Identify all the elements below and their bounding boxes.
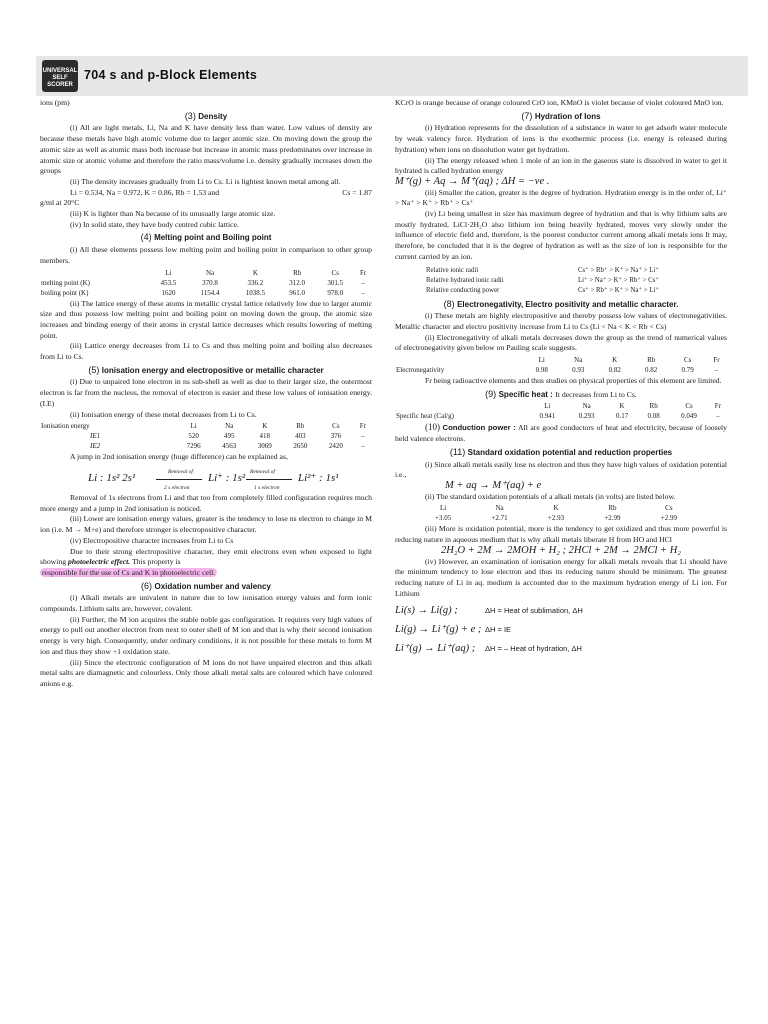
table-cell: Na: [225, 422, 234, 431]
section-number: (7): [521, 110, 533, 121]
table-cell: –: [361, 288, 365, 297]
table-row: [425, 266, 660, 276]
table-cell: 520: [188, 432, 199, 441]
oxidation-point-1: (i) Alkali metals are univalent in nature due to low ionisation energy values and form ionic compounds. Lithium salts are, however, covalent.: [40, 593, 372, 614]
table-cell: Cs: [332, 422, 340, 431]
oxidation-potential-point-2: (ii) The standard oxidation potentials of a alkali metals (in volts) are listed below.: [425, 491, 676, 501]
reaction-arrow-icon: [156, 479, 202, 480]
step-description: ΔH = IE: [485, 625, 512, 635]
table-cell: –: [361, 278, 365, 287]
electron-configuration-equation: [40, 465, 372, 491]
table-row: [40, 431, 372, 441]
table-cell: IE1: [90, 432, 101, 441]
photoelectric-effect-term: photoelectric effect.: [67, 557, 131, 567]
step-equation: Li(g) → Li⁺(g) + e ;: [395, 624, 482, 636]
step-description: ΔH = – Heat of hydration, ΔH: [485, 644, 582, 654]
section-title: Ionisation energy and electropositive or metallic character: [101, 365, 324, 375]
table-cell: 2420: [328, 442, 343, 451]
section-title: Electronegativity, Electro positivity and metallic character.: [457, 299, 679, 309]
highlight-mark: responsible for the use of Cs and K in photoelectric cell.: [42, 567, 216, 577]
page-header: [36, 56, 748, 96]
table-header-row: [395, 355, 727, 365]
section-oxidation-heading: [40, 581, 372, 593]
table-cell: Fr: [714, 402, 721, 411]
table-cell: Fr: [713, 356, 720, 365]
oxidation-point-2: (ii) Further, the M ion acquires the stable noble gas configuration. It requires very high values of energy to pull out another electron from next to outer shell of M ion and that is why their second ionisation energy is very high. Consequently, under ordinary conditions, it is not possible for these metals to form M ion and thus they show +1 oxidation state.: [40, 614, 372, 656]
table-row: [40, 288, 372, 298]
table-cell: 7296: [186, 442, 201, 451]
table-cell: Cs: [331, 268, 339, 277]
table-cell: Relative ionic radii: [426, 266, 479, 274]
table-cell: 312.0: [289, 278, 306, 287]
section-title: Oxidation number and valency: [154, 581, 271, 591]
section-melting-heading: [40, 232, 372, 244]
table-cell: 0.049: [681, 412, 697, 421]
density-values: [40, 188, 372, 199]
list-item: [395, 640, 727, 659]
table-header-row: [40, 268, 372, 278]
section-number: (8): [443, 298, 455, 309]
table-row: [40, 278, 372, 288]
oxidation-potential-point-1: (i) Since alkali metals easily lose ns electron and thus they have high values of oxidation potential i.e.,: [395, 459, 727, 480]
section-inline-text: It decreases from Li to Cs.: [555, 389, 637, 399]
melting-point-3: (iii) Lattice energy decreases from Li to Cs and thus melting point and boiling also decreases from Li to Cs.: [40, 341, 372, 362]
table-cell: Cs⁺ > Rb⁺ > K⁺ > Na⁺ > Li⁺: [578, 266, 659, 274]
table-cell: Na: [205, 268, 215, 277]
section-title: Standard oxidation potential and reduction properties: [467, 447, 673, 457]
lithium-steps: [395, 602, 727, 659]
list-item: [395, 602, 727, 621]
config-li: Li : 1s² 2s¹: [88, 471, 136, 484]
table-cell: K: [252, 268, 258, 277]
table-cell: Cs: [665, 504, 673, 513]
hydration-equation: M⁺(g) + Aq → M⁺(aq) ; ΔH = −ve .: [395, 175, 550, 187]
table-cell: 370.8: [202, 278, 218, 287]
table-cell: 1620: [161, 288, 176, 297]
table-cell: [40, 268, 149, 278]
table-cell: Na: [574, 356, 583, 365]
config-li-plus: Li⁺ : 1s²: [208, 471, 246, 484]
section-number: (3): [184, 110, 196, 121]
ionisation-table: [40, 421, 372, 451]
table-cell: 1154.4: [200, 288, 220, 297]
table-cell: Na: [495, 504, 504, 513]
table-cell: Relative conducting power: [426, 286, 500, 294]
section-title: Conduction power :: [442, 423, 516, 433]
table-cell: 1038.5: [245, 288, 265, 297]
table-cell: Rb: [647, 356, 656, 365]
table-cell: Li⁺ > Na⁺ > K⁺ > Rb⁺ > Cs⁺: [578, 276, 659, 284]
table-cell: IE2: [90, 442, 101, 451]
table-header-row: [415, 503, 697, 513]
table-row: [425, 276, 660, 286]
section-number: (9): [485, 388, 497, 399]
table-cell: +3.05: [435, 514, 452, 523]
table-header-row: [395, 401, 727, 411]
section-number: (5): [88, 364, 100, 375]
section-number: (4): [140, 232, 152, 243]
table-cell: boiling point (K): [41, 288, 89, 297]
electronegativity-point-1: (i) These metals are highly electropositive and thereby possess low values of electronegativities. Metallic character and electro positivity increase from Li to Cs (Li < Na < K < Rb < Cs): [395, 311, 727, 331]
table-cell: Rb: [649, 402, 658, 411]
table-cell: 0.293: [578, 412, 595, 421]
table-cell: [395, 401, 528, 411]
table-cell: Cs: [685, 402, 693, 411]
table-cell: 376: [330, 432, 342, 441]
table-cell: 0.82: [645, 366, 658, 375]
section-inline-text: All are good conductors of heat and electricity, because of loosely held valence electrons.: [395, 423, 728, 444]
photoelectric-text-a: Due to their strong electropositive character, they emit electrons even when exposed to light showing: [40, 546, 372, 567]
table-row: [425, 286, 660, 296]
table-row: [395, 411, 727, 421]
reaction-arrow-icon: [246, 479, 292, 480]
table-cell: K: [553, 504, 559, 513]
oxidation-potential-point-4: (iv) However, an examination of ionisation energy for alkali metals reveals that Li should have the minimum tendency to lose electron and thus its reducing nature should be minimum. The greatest reducing nature of Li in aq. medium is accounted due to the maximum hydration energy of Li ion. For Lithium: [395, 556, 727, 598]
section-ionisation-heading: [40, 365, 372, 377]
table-cell: Fr: [360, 268, 367, 277]
density-values-unit: g/ml at 20°C: [40, 198, 80, 208]
electronegativity-table: [395, 355, 727, 375]
table-cell: 418: [259, 432, 270, 441]
table-cell: Li: [165, 268, 172, 277]
arrow-label-bottom: 1 s electron: [254, 484, 280, 491]
hydration-point-4: (iv) Li being smallest in size has maximum degree of hydration and that is why lithium salts are mostly hydrated, LiCl·2H₂O also lithium ion being heavily hydrated, moves very slowly under the influence of electric field and, therefore, is the poorest conductor current among alkali metals ions It may, therefore, be concluded that it is the degree of hydration as well as the size of ion is responsible for the current carried by an ion.: [395, 209, 727, 261]
logo-line2: SELF SCORER: [47, 75, 73, 88]
table-cell: Li: [538, 356, 545, 365]
hydration-point-1: (i) Hydration represents for the dissolution of a substance in water to get adsorb water molecule by weak valency force. Hydration of ions is the exothermic process (i.e. energy is released during hydration) when ions on dissolution water get hydration.: [395, 123, 727, 154]
table-cell: 0.82: [608, 366, 621, 375]
table-cell: Li: [544, 402, 551, 411]
step-equation: Li(s) → Li(g) ;: [395, 605, 458, 617]
francium-note: Fr being radioactive elements and thus studies on physical properties of this element are limited.: [425, 376, 722, 386]
intro-text: ions (pm): [40, 98, 70, 107]
oxidation-point-3: (iii) Since the electronic configuration of M ions do not have unpaired electron and thus alkali metal salts are diamagnetic and colourless. Only those alkali metal salts are coloured which have coloured anions e.g.: [40, 657, 372, 688]
table-cell: 4563: [222, 442, 237, 451]
table-cell: Cs: [683, 356, 692, 365]
table-cell: Na: [582, 402, 591, 411]
section-hydration-heading: [395, 111, 727, 123]
section-title: Density: [198, 111, 228, 121]
table-cell: Fr: [359, 422, 366, 431]
specific-heat-table: [395, 401, 727, 421]
table-cell: 978.0: [327, 288, 344, 297]
table-cell: 301.5: [327, 278, 344, 287]
table-row: [415, 513, 697, 523]
table-header-row: [40, 421, 372, 431]
colour-anion-text: KCrO is orange because of orange coloured CrO ion, KMnO is violet because of violet coloured MnO ion.: [395, 98, 724, 107]
section-title: Melting point and Boiling point: [154, 233, 272, 243]
density-point-1: (i) All are light metals, Li, Na and K have density less than water. Low values of density are because these metals have high atomic volume due to larger atomic size. On moving down the group the atomic size as well as atomic mass both increase but increase in atomic mass predominates over increase in atomic size or atomic volume and therefore the ratio mass/volume i.e. density gradually increases down the groups: [40, 123, 372, 176]
electronegativity-point-2: (ii) Electronegativity of alkali metals decreases down the group as the trend of numerical values of electronegativity given below on Pauling scale suggests.: [395, 332, 727, 353]
density-values-b: Cs = 1.87: [342, 187, 372, 197]
section-title: Specific heat :: [498, 389, 553, 399]
table-cell: 0.17: [615, 412, 629, 421]
conduction-power-text: [395, 422, 727, 444]
page-title: 704 s and p-Block Elements: [84, 68, 258, 82]
table-cell: Cs⁺ > Rb⁺ > K⁺ > Na⁺ > Li⁺: [578, 286, 659, 294]
hydration-point-3: (iii) Smaller the cation, greater is the degree of hydration. Hydration energy is in the order of, Li⁺ > Na⁺ > K⁺ > Rb⁺ > Cs⁺: [395, 187, 727, 208]
table-cell: 961.0: [289, 288, 306, 297]
section-number: (10): [425, 422, 440, 433]
table-cell: +2.99: [660, 514, 677, 523]
table-row: [40, 441, 372, 451]
density-point-4: (iv) In solid state, they have body centred cubic lattice.: [70, 219, 239, 229]
density-point-3: (iii) K is lighter than Na because of its unusually large atomic size.: [70, 209, 276, 219]
table-cell: 495: [223, 432, 235, 441]
table-cell: melting point (K): [41, 278, 90, 287]
arrow-label-top: Removal of: [168, 468, 193, 475]
table-cell: Li: [440, 504, 447, 513]
section-number: (6): [141, 580, 153, 591]
melting-point-1: (i) All these elements possess low melting point and boiling point in comparison to other group members.: [40, 245, 372, 265]
ionisation-point-1: (i) Due to unpaired lone electron in ns sub-shell as well as due to their larger size, the outermost electron is far from the nucleus, the removal of electron is easier and these low values of ionisation energy. (I.E): [40, 377, 372, 408]
oxidation-potential-point-3: (iii) More is oxidation potential, more is the tendency to get oxidized and thus more powerful is reducing nature in aqueous medium that is why alkali metals liberate H from HO and HCl: [395, 524, 727, 545]
step-description: ΔH = Heat of sublimation, ΔH: [485, 606, 583, 616]
table-cell: –: [361, 432, 365, 441]
hydrogen-liberation-equation: 2H₂O + 2M → 2MOH + H₂ ; 2HCl + 2M → 2MCl + H₂: [441, 544, 681, 556]
ionisation-point-2: (ii) Ionisation energy of these metal decreases from Li to Cs.: [70, 409, 257, 419]
oxidation-equation: M + aq → M⁺(aq) + e: [445, 479, 542, 491]
table-cell: 0.98: [535, 366, 548, 375]
table-cell: 0.941: [539, 412, 556, 421]
section-specific-heat-heading: [395, 389, 727, 401]
table-cell: +2.71: [491, 514, 508, 523]
table-cell: K: [619, 402, 625, 411]
table-cell: Specific heat (Cal/g): [396, 412, 454, 421]
config-li-2plus: Li²⁺ : 1s¹: [298, 471, 339, 484]
ionisation-jump-text: A jump in 2nd ionisation energy (huge difference) can be explained as,: [70, 452, 288, 462]
oxidation-potential-table: [415, 503, 697, 523]
section-oxidation-potential-heading: [395, 447, 727, 459]
table-cell: Rb: [608, 504, 617, 513]
photoelectric-text: [40, 547, 372, 568]
ionisation-point-4: (iv) Electropositive character increases from Li to Cs: [70, 535, 234, 545]
ionisation-point-3: (iii) Lower are ionisation energy values, greater is the tendency to lose ns electron to change in M ion (i.e. M → M+e) and therefore stronger is electropositive character.: [40, 514, 372, 535]
table-cell: Li: [190, 422, 197, 431]
hydration-point-2: (ii) The energy released when 1 mole of an ion in the gaseous state is dissolved in water to get it hydrated is called hydration energy: [395, 155, 727, 176]
table-cell: 336.2: [247, 278, 264, 287]
publisher-logo: [42, 60, 78, 92]
table-row: [395, 365, 727, 375]
table-cell: Rb: [296, 422, 305, 431]
melting-point-2: (ii) The lattice energy of these atoms in metallic crystal lattice relatively low due to larger atomic size and thus possess low melting point and boiling point on moving down the group, the atomic size increases and binding energy of their atoms in crystal lattice decreases which results lowering of melting point.: [40, 298, 372, 340]
table-cell: 0.08: [647, 412, 660, 421]
melting-table: [40, 268, 372, 298]
highlighted-line: [40, 568, 372, 579]
table-cell: 453.5: [160, 278, 177, 287]
section-title: Hydration of Ions: [534, 111, 601, 121]
ionisation-removal-text: Removal of 1s electrons from Li and that too from completely filled configuration requires much more energy and a jump in 2nd ionisation is noticed.: [40, 492, 372, 513]
section-number: (11): [449, 446, 466, 457]
density-values-a: Li = 0.534, Na = 0.972, K = 0.86, Rb = 1.53 and: [70, 187, 220, 197]
step-equation: Li⁺(g) → Li⁺(aq) ;: [395, 643, 476, 655]
table-cell: K: [262, 422, 268, 431]
density-point-2: (ii) The density increases gradually from Li to Cs. Li is lightest known metal among all.: [70, 176, 341, 186]
table-cell: 3069: [257, 442, 272, 451]
table-cell: –: [716, 412, 720, 421]
table-cell: 0.79: [681, 366, 694, 375]
table-cell: +2.93: [547, 514, 565, 523]
list-item: [395, 621, 727, 640]
table-cell: 403: [295, 432, 306, 441]
table-cell: Electronegativity: [396, 366, 445, 375]
table-cell: +2.99: [604, 514, 621, 523]
table-cell: 2650: [293, 442, 308, 451]
photoelectric-text-c: This property is: [131, 557, 181, 567]
logo-line1: UNIVERSAL: [42, 68, 78, 74]
table-cell: K: [612, 356, 618, 365]
arrow-label-bottom: 2 s electron: [164, 484, 190, 491]
table-cell: Relative hydrated ionic radii: [426, 276, 504, 284]
right-column: [395, 98, 727, 659]
left-column: [40, 98, 372, 690]
table-cell: –: [714, 366, 719, 375]
table-cell: Rb: [293, 268, 302, 277]
radii-table: [425, 266, 660, 296]
table-cell: Ionisation energy: [41, 422, 90, 431]
table-cell: –: [361, 442, 365, 451]
section-density-heading: [40, 111, 372, 123]
table-cell: [395, 355, 524, 365]
section-electronegativity-heading: [395, 299, 727, 311]
arrow-label-top: Removal of: [250, 468, 275, 475]
table-cell: 0.93: [572, 366, 585, 375]
